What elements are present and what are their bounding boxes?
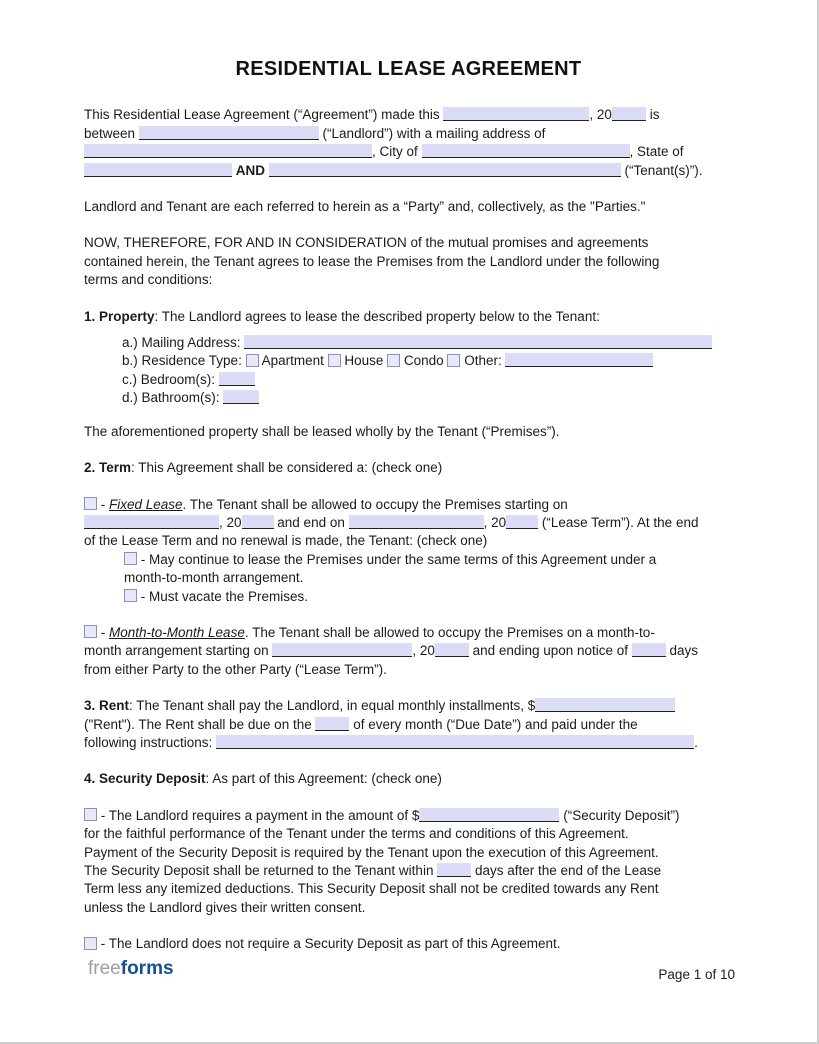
premises-paragraph: The aforementioned property shall be leased wholly by the Tenant (“Premises”). — [84, 423, 560, 439]
logo-forms-text: forms — [120, 958, 174, 979]
page-number: Page 1 of 10 — [658, 967, 735, 982]
blank-residence-other[interactable] — [505, 353, 653, 367]
checkbox-may-continue[interactable] — [124, 552, 137, 565]
property-item-residence-type: b.) Residence Type: Apartment House Condo Other: — [122, 352, 733, 370]
blank-mtm-start-year[interactable] — [435, 643, 469, 657]
blank-deposit-amount[interactable] — [419, 808, 559, 822]
blank-mtm-notice-days[interactable] — [632, 643, 666, 657]
checkbox-apartment[interactable] — [246, 354, 259, 367]
blank-rent-amount[interactable] — [535, 698, 675, 712]
section-4-security-heading: 4. Security Deposit: As part of this Agreement: (check one) — [84, 771, 442, 787]
blank-deposit-return-days[interactable] — [437, 863, 471, 877]
section-3-rent-paragraph: 3. Rent: The Tenant shall pay the Landlord, in equal monthly installments, $ ("Rent"). The Rent shall be due on the of every month (“Due Date”) and paid under the following instructions: . — [84, 698, 698, 750]
blank-agreement-day[interactable] — [443, 107, 589, 121]
intro-paragraph: This Residential Lease Agreement (“Agreement”) made this , 20 is between (“Landlord”) with a mailing address of , City of , State of AND (“Tenant(s)”). — [84, 107, 703, 178]
blank-landlord-state[interactable] — [84, 163, 232, 177]
checkbox-fixed-lease[interactable] — [84, 497, 97, 510]
blank-payment-instructions[interactable] — [216, 735, 694, 749]
fixed-lease-option-vacate: - Must vacate the Premises. — [124, 588, 733, 606]
checkbox-condo[interactable] — [387, 354, 400, 367]
checkbox-deposit-required[interactable] — [84, 808, 97, 821]
checkbox-house[interactable] — [328, 354, 341, 367]
blank-agreement-year[interactable] — [612, 107, 646, 121]
checkbox-no-deposit[interactable] — [84, 937, 97, 950]
property-item-bedrooms: c.) Bedroom(s): — [122, 371, 733, 389]
blank-landlord-city[interactable] — [422, 144, 630, 158]
blank-landlord-address[interactable] — [84, 144, 372, 158]
fixed-lease-option-continue: - May continue to lease the Premises under the same terms of this Agreement under a month-to-month arrangement. — [124, 551, 657, 586]
blank-fixed-start-date[interactable] — [84, 515, 219, 529]
security-deposit-required-paragraph: - The Landlord requires a payment in the amount of $ (“Security Deposit”) for the faithful performance of the Tenant under the terms and conditions of this Agreement. Payment of the Security Deposit is required by the Tenant upon the execution of this Agreement. The Security Deposit shall be returned to the Tenant within days after the end of the Lease Term less any itemized deductions. This Security Deposit shall not be credited towards any Rent unless the Landlord gives their written consent. — [84, 807, 680, 915]
security-deposit-not-required-paragraph: - The Landlord does not require a Security Deposit as part of this Agreement. — [84, 935, 733, 953]
freeforms-logo — [88, 958, 174, 980]
blank-rent-due-day[interactable] — [315, 717, 349, 731]
consideration-paragraph: NOW, THEREFORE, FOR AND IN CONSIDERATION of the mutual promises and agreements contained herein, the Tenant agrees to lease the Premises from the Landlord under the following terms and conditions: — [84, 235, 660, 288]
property-item-bathrooms: d.) Bathroom(s): — [122, 389, 733, 407]
checkbox-other[interactable] — [447, 354, 460, 367]
logo-free-text: free — [88, 958, 121, 979]
fixed-lease-paragraph: - Fixed Lease. The Tenant shall be allowed to occupy the Premises starting on , 20 and end on , 20 (“Lease Term”). At the end of the Lease Term and no renewal is made, the Tenant: (check one) — [84, 496, 699, 549]
parties-paragraph: Landlord and Tenant are each referred to herein as a “Party” and, collectively, as the "Parties." — [84, 199, 646, 215]
blank-fixed-start-year[interactable] — [242, 515, 274, 529]
checkbox-must-vacate[interactable] — [124, 589, 137, 602]
blank-fixed-end-year[interactable] — [506, 515, 538, 529]
blank-landlord-name[interactable] — [139, 126, 319, 140]
property-item-mailing-address: a.) Mailing Address: — [122, 334, 733, 352]
blank-fixed-end-date[interactable] — [349, 515, 484, 529]
section-1-property-heading: 1. Property: The Landlord agrees to lease the described property below to the Tenant: — [84, 308, 600, 324]
checkbox-month-to-month[interactable] — [84, 625, 97, 638]
page-title: RESIDENTIAL LEASE AGREEMENT — [235, 58, 582, 80]
month-to-month-paragraph: - Month-to-Month Lease. The Tenant shall be allowed to occupy the Premises on a month-to- month arrangement starting on , 20 and ending upon notice of days from either Party to the other Party (“Lease Term”). — [84, 624, 699, 677]
blank-tenant-name[interactable] — [269, 163, 621, 177]
section-2-term-heading: 2. Term: This Agreement shall be considered a: (check one) — [84, 460, 443, 476]
blank-mailing-address[interactable] — [244, 335, 712, 349]
property-list — [122, 334, 733, 408]
blank-bedrooms[interactable] — [219, 372, 255, 386]
blank-mtm-start-date[interactable] — [272, 643, 412, 657]
blank-bathrooms[interactable] — [223, 390, 259, 404]
